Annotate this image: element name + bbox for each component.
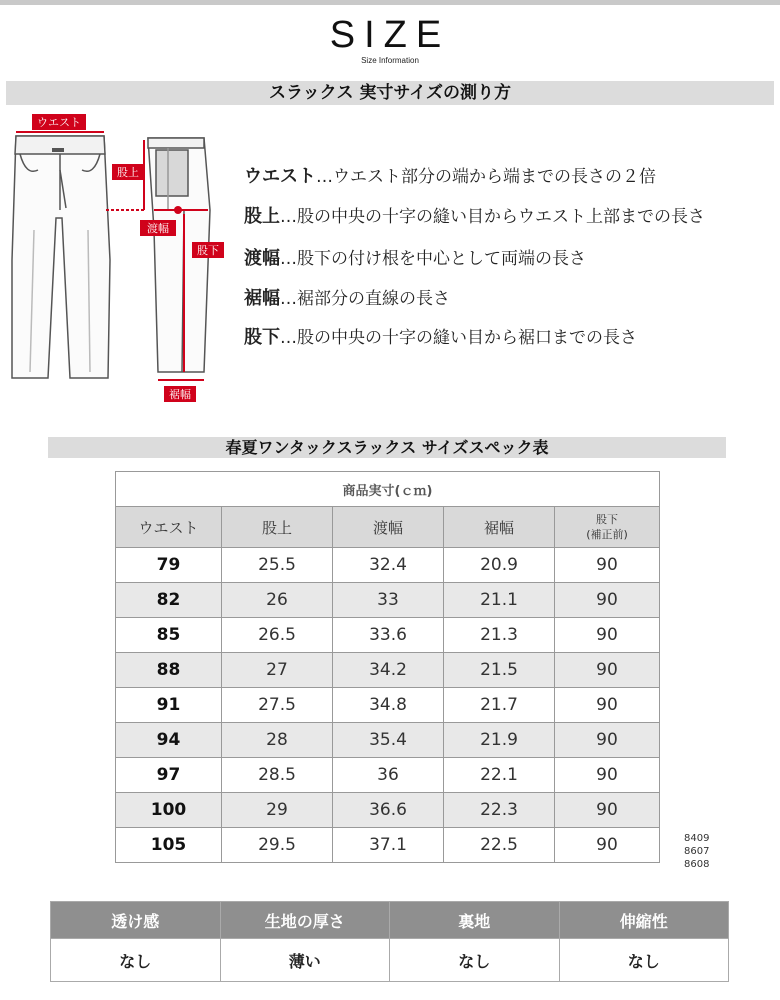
- feature-header: 裏地: [390, 902, 560, 939]
- waist-size-cell: 97: [116, 758, 222, 793]
- waist-size-cell: 94: [116, 723, 222, 758]
- measurement-cell: 90: [555, 618, 660, 653]
- measurement-cell: 21.1: [444, 583, 555, 618]
- measurement-cell: 34.2: [333, 653, 444, 688]
- measurement-cell: 29.5: [222, 828, 333, 863]
- table-row: [116, 653, 660, 688]
- table-row: [116, 583, 660, 618]
- measurement-cell: 26.5: [222, 618, 333, 653]
- diagram-label-waist: ウエスト: [37, 116, 81, 129]
- definition-text: …裾部分の直線の長さ: [280, 289, 450, 309]
- definition-text: …股の中央の十字の縫い目からウエスト上部までの長さ: [280, 207, 705, 227]
- diagram-label-inseam: 股下: [197, 244, 219, 257]
- feature-header: 生地の厚さ: [220, 902, 390, 939]
- definition-term: 渡幅: [244, 248, 280, 269]
- measurement-cell: 90: [555, 828, 660, 863]
- feature-value: なし: [390, 939, 560, 982]
- column-header: 裾幅: [444, 507, 555, 548]
- waist-size-cell: 100: [116, 793, 222, 828]
- definition-hem: [244, 284, 450, 310]
- size-spec-table: [115, 471, 660, 863]
- definition-text: …ウエスト部分の端から端までの長さの２倍: [316, 167, 656, 187]
- definition-term: 股上: [244, 206, 280, 227]
- table-row: [116, 618, 660, 653]
- measurement-cell: 21.7: [444, 688, 555, 723]
- definition-rise: [244, 202, 705, 228]
- feature-header: 伸縮性: [559, 902, 729, 939]
- measurement-cell: 37.1: [333, 828, 444, 863]
- page-subtitle: Size Information: [361, 56, 419, 65]
- measurement-cell: 90: [555, 723, 660, 758]
- fabric-feature-table: [50, 901, 729, 982]
- table-row: [116, 688, 660, 723]
- definition-term: 裾幅: [244, 288, 280, 309]
- measurement-cell: 25.5: [222, 548, 333, 583]
- measurement-cell: 33: [333, 583, 444, 618]
- measurement-cell: 34.8: [333, 688, 444, 723]
- measurement-cell: 90: [555, 653, 660, 688]
- measurement-cell: 22.1: [444, 758, 555, 793]
- measurement-cell: 32.4: [333, 548, 444, 583]
- diagram-label-hem: 裾幅: [169, 388, 191, 401]
- table-row: [116, 758, 660, 793]
- measurement-cell: 90: [555, 583, 660, 618]
- measurement-cell: 36: [333, 758, 444, 793]
- measurement-cell: 22.3: [444, 793, 555, 828]
- slacks-diagram: [8, 110, 234, 410]
- waist-size-cell: 79: [116, 548, 222, 583]
- product-code: 8608: [684, 859, 710, 870]
- feature-value: なし: [51, 939, 221, 982]
- definition-thigh: [244, 244, 586, 270]
- waist-size-cell: 85: [116, 618, 222, 653]
- measurement-cell: 28: [222, 723, 333, 758]
- crotch-point-icon: [174, 206, 182, 214]
- page-title: SIZE: [329, 14, 451, 56]
- product-code: 8409: [684, 833, 710, 844]
- feature-value: 薄い: [220, 939, 390, 982]
- waist-size-cell: 105: [116, 828, 222, 863]
- column-header-label: 股下: [596, 513, 618, 526]
- definition-text: …股下の付け根を中心として両端の長さ: [280, 249, 586, 269]
- measurement-cell: 21.3: [444, 618, 555, 653]
- measurement-cell: 27: [222, 653, 333, 688]
- waist-size-cell: 88: [116, 653, 222, 688]
- column-header: ウエスト: [116, 507, 222, 548]
- top-rule: [0, 0, 780, 5]
- measurement-cell: 21.5: [444, 653, 555, 688]
- table-row: [116, 548, 660, 583]
- measurement-cell: 90: [555, 548, 660, 583]
- measurement-cell: 90: [555, 793, 660, 828]
- waist-size-cell: 91: [116, 688, 222, 723]
- measurement-cell: 29: [222, 793, 333, 828]
- table-row: [116, 723, 660, 758]
- table-header-row: [116, 507, 660, 548]
- feature-header-row: [51, 902, 729, 939]
- column-header-note: (補正前): [586, 528, 628, 541]
- measurement-cell: 26: [222, 583, 333, 618]
- column-header: 股上: [222, 507, 333, 548]
- definition-waist: [244, 162, 656, 188]
- column-header-inseam: [555, 507, 660, 548]
- measurement-cell: 36.6: [333, 793, 444, 828]
- measurement-cell: 28.5: [222, 758, 333, 793]
- measure-heading: スラックス 実寸サイズの測り方: [6, 81, 774, 105]
- feature-value: なし: [559, 939, 729, 982]
- definition-text: …股の中央の十字の縫い目から裾口までの長さ: [280, 328, 637, 348]
- measurement-cell: 90: [555, 688, 660, 723]
- spec-heading: 春夏ワンタックスラックス サイズスペック表: [48, 437, 726, 458]
- measurement-cell: 22.5: [444, 828, 555, 863]
- measurement-cell: 27.5: [222, 688, 333, 723]
- definition-term: 股下: [244, 327, 280, 348]
- diagram-label-rise: 股上: [117, 166, 139, 179]
- definition-inseam: [244, 323, 637, 349]
- product-codes: [684, 832, 709, 871]
- feature-value-row: [51, 939, 729, 982]
- diagram-label-thigh: 渡幅: [147, 222, 169, 235]
- front-trousers-drawing: [12, 136, 110, 378]
- table-row: [116, 793, 660, 828]
- measurement-cell: 21.9: [444, 723, 555, 758]
- feature-header: 透け感: [51, 902, 221, 939]
- table-row: [116, 828, 660, 863]
- measurement-cell: 90: [555, 758, 660, 793]
- product-code: 8607: [684, 846, 710, 857]
- table-caption: 商品実寸(ｃｍ): [116, 472, 660, 507]
- column-header: 渡幅: [333, 507, 444, 548]
- table-caption-row: [116, 472, 660, 507]
- definition-term: ウエスト: [244, 166, 316, 187]
- measurement-cell: 35.4: [333, 723, 444, 758]
- waist-size-cell: 82: [116, 583, 222, 618]
- measurement-cell: 20.9: [444, 548, 555, 583]
- measurement-cell: 33.6: [333, 618, 444, 653]
